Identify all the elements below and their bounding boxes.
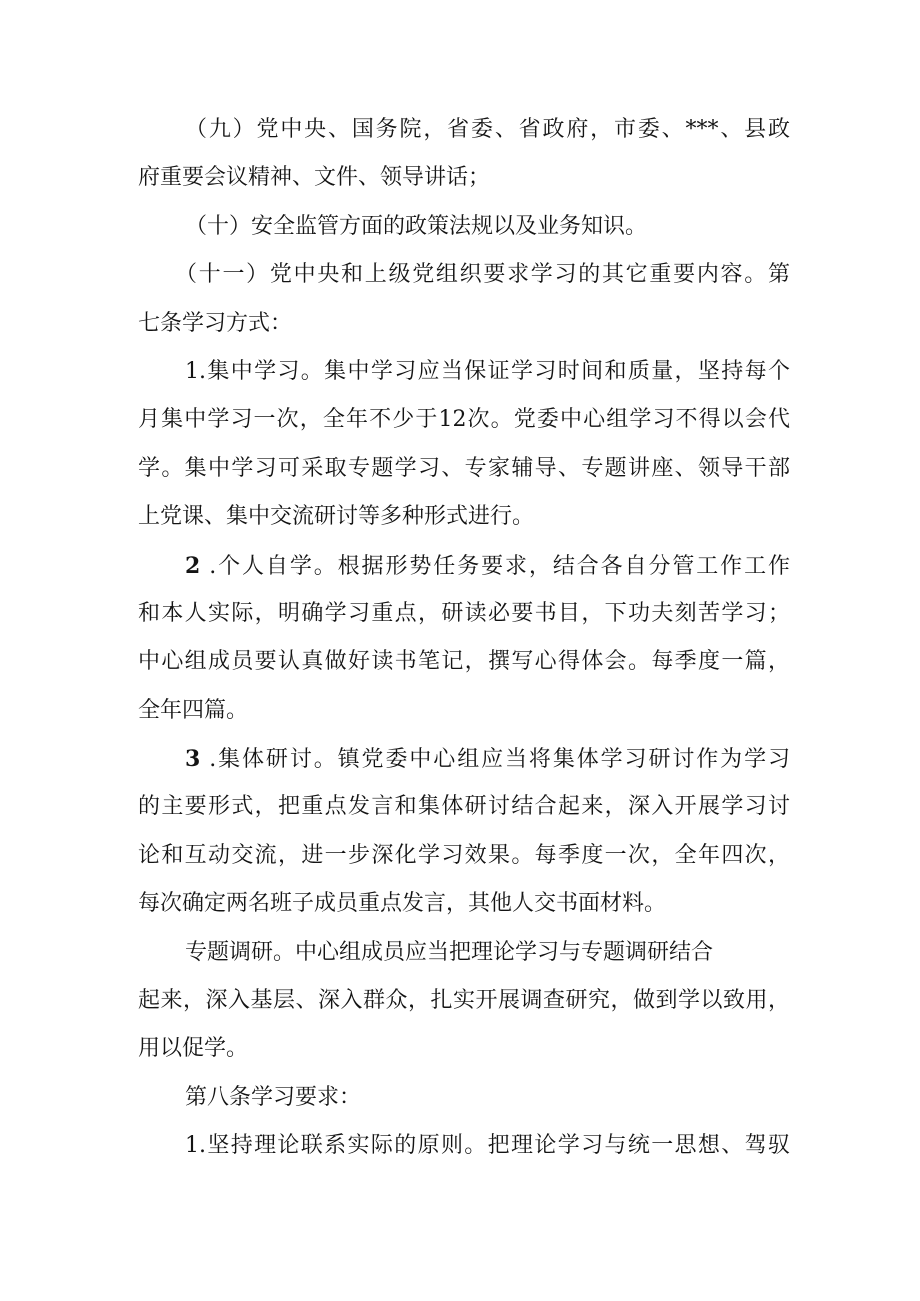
paragraph-line-text: .集体研讨。镇党委中心组应当将集体学习研讨作为学习 xyxy=(200,747,790,773)
paragraph xyxy=(138,348,790,542)
paragraph-line: 和本人实际，明确学习重点，研读必要书目，下功夫刻苦学习； xyxy=(138,600,790,626)
list-number: 2 xyxy=(185,552,201,579)
paragraph xyxy=(138,542,790,736)
paragraph-line: 1.坚持理论联系实际的原则。把理论学习与统一思想、驾驭 xyxy=(185,1133,790,1159)
list-number: 3 xyxy=(185,746,201,773)
paragraph-line: 的主要形式，把重点发言和集体研讨结合起来，深入开展学习讨 xyxy=(138,794,790,820)
paragraph-line-text: .个人自学。根据形势任务要求，结合各自分管工作工作 xyxy=(200,553,790,579)
paragraph-line xyxy=(138,542,790,590)
paragraph-line: 专题调研。中心组成员应当把理论学习与专题调研结合 xyxy=(185,939,714,965)
paragraph xyxy=(138,203,790,251)
paragraph xyxy=(138,106,790,203)
paragraph-line: 中心组成员要认真做好读书笔记，撰写心得体会。每季度一篇， xyxy=(138,649,790,675)
paragraph-line: 每次确定两名班子成员重点发言，其他人交书面材料。 xyxy=(138,891,667,917)
paragraph-line: 全年四篇。 xyxy=(138,697,249,723)
paragraph xyxy=(138,735,790,929)
paragraph-line: 府重要会议精神、文件、领导讲话； xyxy=(138,165,491,191)
paragraph-line: 论和互动交流，进一步深化学习效果。每季度一次，全年四次， xyxy=(138,842,790,868)
paragraph-line: 用以促学。 xyxy=(138,1036,249,1062)
paragraph xyxy=(138,977,790,1074)
paragraph-line: 1.集中学习。集中学习应当保证学习时间和质量，坚持每个 xyxy=(185,358,790,384)
paragraph-line: 起来，深入基层、深入群众，扎实开展调查研究，做到学以致用， xyxy=(138,988,790,1014)
paragraph xyxy=(138,1074,790,1122)
paragraph-line: （十）安全监管方面的政策法规以及业务知识。 xyxy=(185,213,648,239)
paragraph-line: 七条学习方式： xyxy=(138,310,293,336)
document-body xyxy=(138,106,790,1171)
paragraph-line: 上党课、集中交流研讨等多种形式进行。 xyxy=(138,504,535,530)
paragraph xyxy=(138,929,790,977)
paragraph-line: （九）党中央、国务院，省委、省政府，市委、***、县政 xyxy=(185,117,790,142)
paragraph-line xyxy=(138,735,790,783)
paragraph xyxy=(138,251,790,348)
paragraph xyxy=(138,1122,790,1170)
paragraph-line: （十一）党中央和上级党组织要求学习的其它重要内容。第 xyxy=(175,262,790,288)
paragraph-line: 第八条学习要求： xyxy=(185,1084,362,1110)
paragraph-line: 月集中学习一次，全年不少于12次。党委中心组学习不得以会代 xyxy=(138,407,790,433)
paragraph-line: 学。集中学习可采取专题学习、专家辅导、专题讲座、领导干部 xyxy=(138,455,790,481)
